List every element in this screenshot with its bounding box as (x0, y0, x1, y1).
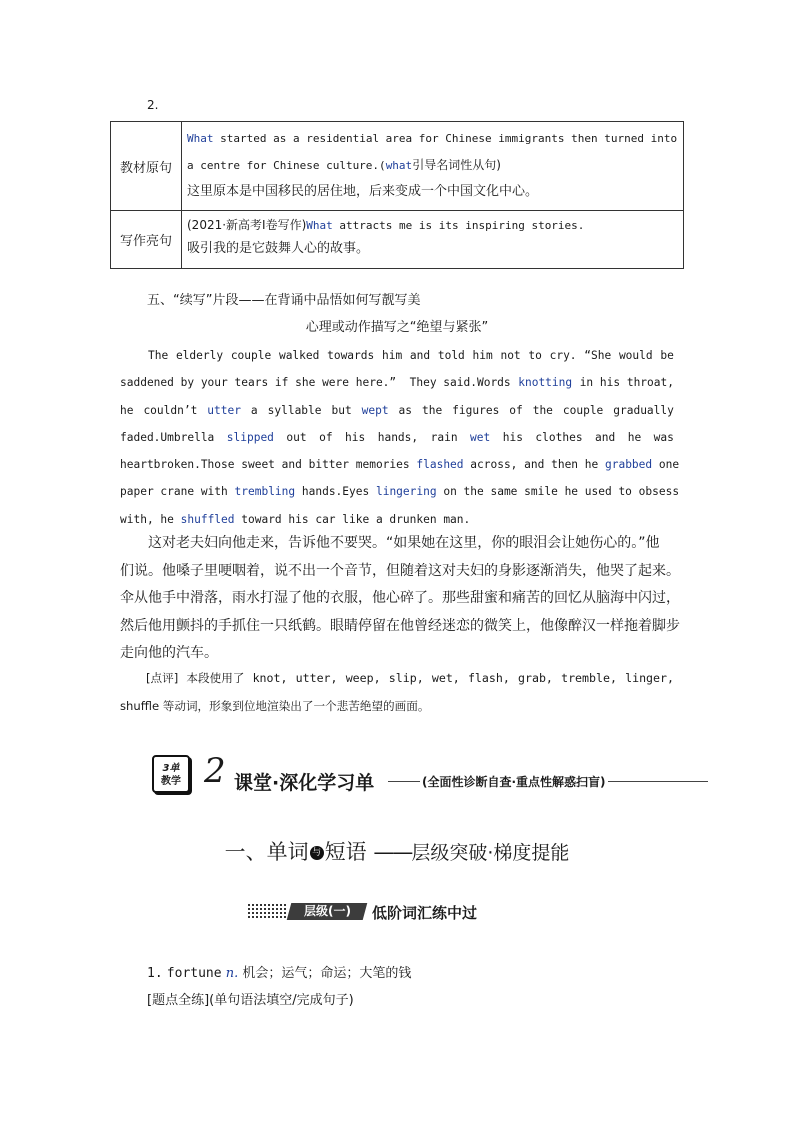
en-word: towards (327, 349, 375, 362)
verb-highlight: utter (207, 403, 241, 417)
vocab-number: 1. (147, 966, 163, 981)
en-word: out (286, 430, 307, 444)
table-row-highlight (111, 211, 684, 269)
english-line-3 (120, 397, 674, 424)
vocab-word: fortune (166, 966, 222, 981)
chinese-line-3: 伞从他手中滑落，雨水打湿了他的衣服，他心碎了。那些甜蜜和痛苦的回忆从脑海中闪过， (120, 590, 680, 606)
en-word: elderly (175, 349, 224, 362)
en-text: heartbroken.Those sweet and bitter memories (120, 458, 417, 472)
chinese-line-2: 们说。他嗓子里哽咽着，说不出一个音节，但随着这对夫妇的身影逐渐消失，他哭了起来。 (120, 562, 680, 579)
part-heading-dash: —— (373, 840, 412, 864)
english-line-1 (120, 342, 674, 369)
en-text: hands.Eyes (295, 485, 376, 499)
row-label-original: 教材原句 (111, 122, 182, 211)
section-heading: 五、“续写”片段——在背诵中品悟如何写靓写美 (147, 293, 421, 308)
vocab-item (147, 962, 411, 981)
en-text: saddened by your tears if she were here.” They said.Words (120, 376, 518, 390)
en-text: in his throat, (572, 376, 674, 390)
en-word: hands, (377, 430, 419, 444)
comment-tag: [点评] (146, 671, 179, 685)
en-word: of (509, 403, 523, 417)
comment-word: 本段使用了 (186, 671, 245, 685)
lesson-badge (152, 755, 190, 793)
en-word: be (660, 349, 674, 362)
comment-block (120, 665, 674, 720)
comment-word: knot, (252, 671, 288, 685)
en-word: but (331, 403, 352, 417)
part-heading-prefix: 一、单词 (224, 840, 309, 864)
lesson-subtitle: (全面性诊断自查·重点性解惑扫盲) (422, 775, 606, 789)
level-title: 低阶词汇练中过 (372, 904, 478, 922)
level-tag-text: 层级(一) (303, 904, 351, 918)
en-word: him (472, 349, 493, 362)
original-sentence-cn: 这里原本是中国移民的居住地，后来变成一个中国文化中心。 (187, 184, 539, 199)
en-word: he (120, 403, 134, 417)
comment-line-1 (120, 665, 674, 693)
en-word: him (381, 349, 403, 362)
en-word: The (148, 349, 169, 362)
comment-word: slip, (388, 671, 424, 685)
verb-highlight: lingering (375, 485, 437, 499)
badge-top-text: 3单 (162, 763, 180, 774)
verb-highlight: shuffled (180, 512, 235, 526)
comment-word: tremble, (561, 671, 617, 685)
en-word: he (627, 430, 642, 444)
en-word: his (345, 430, 366, 444)
verb-highlight: grabbed (604, 458, 653, 472)
highlight-sentence-en (187, 215, 678, 236)
en-word: couple (230, 349, 272, 362)
row-body-highlight (182, 211, 684, 269)
english-line-6 (120, 478, 680, 505)
en-word: would (618, 349, 653, 362)
comment-word: linger, (625, 671, 674, 685)
en-word: clothes (535, 430, 583, 444)
en-word: figures (452, 403, 500, 417)
exam-source: (2021·新高考Ⅰ卷写作) (187, 218, 307, 232)
chinese-line-4: 然后他用颤抖的手抓住一只纸鹤。眼睛停留在他曾经迷恋的微笑上，他像醉汉一样拖着脚步 (120, 617, 680, 634)
highlight-sentence-cn: 吸引我的是它鼓舞人心的故事。 (187, 241, 370, 256)
comment-word: grab, (518, 671, 553, 685)
en-word: and (409, 349, 431, 362)
part-heading-middle: 短语 (324, 840, 367, 864)
original-sentence-en-line1 (187, 125, 678, 152)
en-word: syllable (267, 403, 322, 417)
en-word: gradually (613, 403, 674, 417)
badge-bottom-text: 教学 (161, 776, 181, 787)
highlight-sentence-rest: attracts me is its inspiring stories. (332, 219, 585, 232)
circle-yu-icon: 与 (310, 846, 324, 860)
original-sentence-end: a centre for Chinese culture.( (187, 159, 386, 172)
en-word: and (595, 430, 616, 444)
row-label-highlight: 写作亮句 (111, 211, 182, 269)
comment-word: flash, (467, 671, 510, 685)
original-sentence-rest: started as a residential area for Chinese immigrants then turned into (213, 132, 678, 145)
english-line-4 (120, 424, 674, 451)
en-word: faded.Umbrella (120, 430, 215, 444)
chinese-line-1: 这对老夫妇向他走来，告诉他不要哭。“如果她在这里，你的眼泪会让她伤心的。”他 (148, 535, 660, 551)
english-passage (120, 342, 680, 533)
en-word: the (421, 403, 443, 417)
vocab-meaning: 机会；运气；命运；大笔的钱 (242, 966, 412, 981)
comment-word: weep, (345, 671, 381, 685)
lesson-title: 课堂·深化学习单 (234, 772, 375, 794)
en-word: walked (278, 349, 320, 362)
row-body-original (182, 122, 684, 211)
part-heading-sub: 层级突破·梯度提能 (411, 842, 570, 864)
item-number: 2. (147, 98, 159, 112)
original-sentence-en-line2 (187, 152, 678, 179)
grammar-note: 引导名词性从句) (412, 158, 501, 172)
comment-word: wet, (431, 671, 460, 685)
exercise-label: [题点全练](单句语法填空/完成句子) (147, 993, 354, 1008)
comment-line-2: shuffle 等动词，形象到位地渲染出了一个悲苦绝望的画面。 (120, 698, 430, 713)
en-word: his (502, 430, 523, 444)
level-banner (247, 901, 507, 927)
en-text: paper crane with (120, 485, 235, 499)
chinese-translation (120, 530, 680, 668)
en-word: “She (584, 349, 612, 362)
en-text: one (652, 458, 680, 472)
en-word: couple (562, 403, 604, 417)
comment-word: utter, (295, 671, 338, 685)
sentence-comparison-table (110, 121, 684, 269)
what-keyword: What (187, 132, 214, 145)
lesson-number: 2 (204, 751, 226, 791)
lesson-banner (152, 751, 708, 807)
en-word: the (532, 403, 553, 417)
section-subheading: 心理或动作描写之“绝望与紧张” (305, 320, 489, 335)
en-word: not (500, 349, 521, 362)
en-word: was (653, 430, 674, 444)
chinese-line-5: 走向他的汽车。 (120, 645, 218, 661)
en-word: a (250, 403, 258, 417)
en-word: to (528, 349, 542, 362)
level-tag (287, 903, 368, 920)
en-word: couldn’t (143, 403, 198, 417)
what-keyword-2: What (306, 219, 333, 232)
en-word: of (319, 430, 333, 444)
en-word: as (398, 403, 413, 417)
english-line-5 (120, 451, 680, 478)
verb-highlight: knotting (518, 376, 573, 390)
en-word: told (437, 349, 465, 362)
verb-highlight: wept (361, 403, 389, 417)
en-text: toward his car like a drunken man. (234, 512, 471, 526)
en-text: on the same smile he used to obsess (436, 485, 680, 499)
verb-highlight: flashed (416, 458, 464, 472)
en-word: cry. (549, 349, 577, 362)
verb-highlight: slipped (226, 430, 274, 444)
vocab-pos: n. (225, 966, 239, 981)
verb-highlight: trembling (234, 485, 296, 499)
verb-highlight: wet (470, 430, 491, 444)
dot-pattern-icon (247, 903, 287, 920)
english-line-2 (120, 369, 674, 396)
what-keyword-note: what (385, 159, 413, 172)
part-heading (0, 836, 794, 866)
en-text: across, and then he (463, 458, 605, 472)
en-word: rain (430, 430, 458, 444)
table-row-original (111, 122, 684, 211)
en-text: with, he (120, 512, 181, 526)
english-line-7 (120, 506, 674, 533)
